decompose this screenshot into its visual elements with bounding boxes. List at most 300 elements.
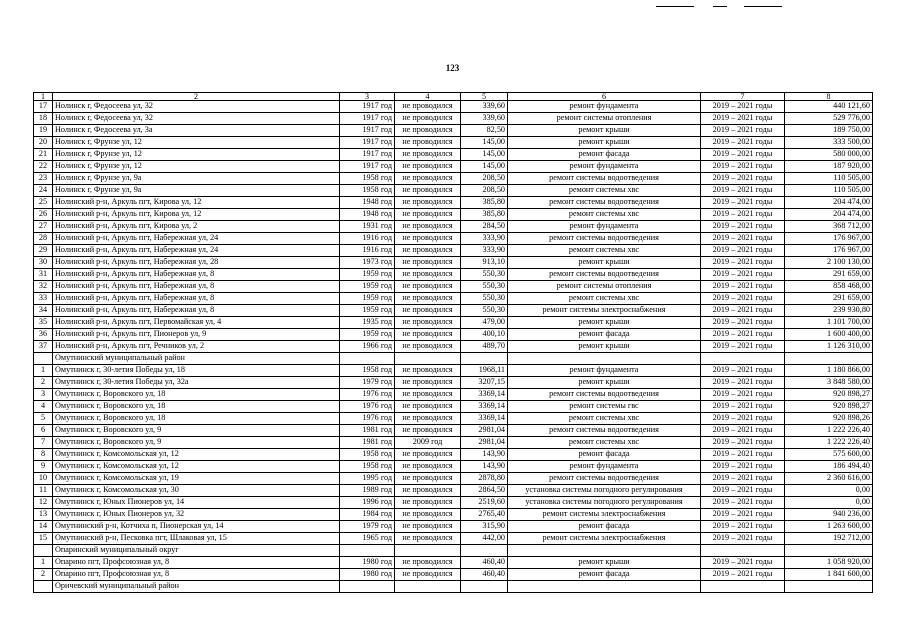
build-year-cell: 1958 год <box>340 173 395 185</box>
period-cell: 2019 – 2021 годы <box>701 317 785 329</box>
last-repair-year-cell: не проводился <box>395 197 461 209</box>
work-type-cell: ремонт системы водоотведения <box>508 425 701 437</box>
cost-cell: 1 126 310,00 <box>785 341 873 353</box>
build-year-cell: 1959 год <box>340 281 395 293</box>
area-cell: 460,40 <box>461 557 508 569</box>
last-repair-year-cell: не проводился <box>395 317 461 329</box>
build-year-cell: 1979 год <box>340 377 395 389</box>
table-row <box>34 209 873 221</box>
work-type-cell: ремонт системы гвс <box>508 401 701 413</box>
row-number-cell: 9 <box>34 461 53 473</box>
area-cell: 550,30 <box>461 281 508 293</box>
cost-cell: 920 898,27 <box>785 389 873 401</box>
period-cell: 2019 – 2021 годы <box>701 485 785 497</box>
column-number: 3 <box>340 93 395 101</box>
area-cell: 208,50 <box>461 173 508 185</box>
work-type-cell: ремонт системы водоотведения <box>508 173 701 185</box>
area-cell: 339,60 <box>461 113 508 125</box>
row-number-cell: 12 <box>34 497 53 509</box>
cost-cell: 1 180 866,00 <box>785 365 873 377</box>
last-repair-year-cell: не проводился <box>395 173 461 185</box>
last-repair-year-cell: не проводился <box>395 425 461 437</box>
table-row <box>34 557 873 569</box>
area-cell: 400,10 <box>461 329 508 341</box>
top-rule-3 <box>744 6 782 7</box>
area-cell: 284,50 <box>461 221 508 233</box>
table-row <box>34 101 873 113</box>
period-cell: 2019 – 2021 годы <box>701 125 785 137</box>
cost-cell: 858 468,00 <box>785 281 873 293</box>
work-type-cell: ремонт фундамента <box>508 221 701 233</box>
address-cell: Нолинск г, Федосеева ул, 32 <box>53 101 340 113</box>
row-number-cell: 14 <box>34 521 53 533</box>
build-year-cell: 1917 год <box>340 149 395 161</box>
work-type-cell: ремонт фасада <box>508 329 701 341</box>
table-row <box>34 233 873 245</box>
row-number-cell: 18 <box>34 113 53 125</box>
table-row <box>34 341 873 353</box>
work-type-cell: ремонт системы хвс <box>508 437 701 449</box>
last-repair-year-cell: не проводился <box>395 461 461 473</box>
address-cell: Омутнинский р-н, Песковка пгт, Шлаковая ул, 15 <box>53 533 340 545</box>
area-cell: 479,00 <box>461 317 508 329</box>
area-cell: 315,90 <box>461 521 508 533</box>
area-cell: 82,50 <box>461 125 508 137</box>
cost-cell: 110 505,00 <box>785 173 873 185</box>
last-repair-year-cell: не проводился <box>395 161 461 173</box>
area-cell: 1968,11 <box>461 365 508 377</box>
build-year-cell: 1958 год <box>340 185 395 197</box>
section-row <box>34 353 873 365</box>
row-number-cell: 2 <box>34 377 53 389</box>
build-year-cell: 1980 год <box>340 569 395 581</box>
build-year-cell: 1931 год <box>340 221 395 233</box>
work-type-cell: ремонт системы водоотведения <box>508 389 701 401</box>
build-year-cell: 1958 год <box>340 461 395 473</box>
area-cell: 2981,04 <box>461 437 508 449</box>
period-cell: 2019 – 2021 годы <box>701 185 785 197</box>
row-number-cell: 6 <box>34 425 53 437</box>
column-number: 7 <box>701 93 785 101</box>
row-number-cell: 1 <box>34 557 53 569</box>
period-cell: 2019 – 2021 годы <box>701 533 785 545</box>
row-number-cell: 29 <box>34 245 53 257</box>
address-cell: Нолинск г, Фрунзе ул, 12 <box>53 149 340 161</box>
build-year-cell: 1989 год <box>340 485 395 497</box>
cost-cell: 580 000,00 <box>785 149 873 161</box>
row-number-cell: 36 <box>34 329 53 341</box>
period-cell: 2019 – 2021 годы <box>701 233 785 245</box>
row-number-cell: 8 <box>34 449 53 461</box>
cost-cell: 187 920,00 <box>785 161 873 173</box>
last-repair-year-cell: не проводился <box>395 377 461 389</box>
column-number: 6 <box>508 93 701 101</box>
cost-cell: 239 930,80 <box>785 305 873 317</box>
period-cell: 2019 – 2021 годы <box>701 173 785 185</box>
period-cell: 2019 – 2021 годы <box>701 305 785 317</box>
address-cell: Омутнинск г, Воровского ул, 18 <box>53 413 340 425</box>
work-type-cell: ремонт системы водоотведения <box>508 233 701 245</box>
row-number-cell: 26 <box>34 209 53 221</box>
row-number-cell: 3 <box>34 389 53 401</box>
table-row <box>34 125 873 137</box>
table-row <box>34 197 873 209</box>
last-repair-year-cell: не проводился <box>395 449 461 461</box>
last-repair-year-cell: не проводился <box>395 521 461 533</box>
area-cell: 385,80 <box>461 209 508 221</box>
work-type-cell: ремонт системы электроснабжения <box>508 533 701 545</box>
work-type-cell: ремонт системы хвс <box>508 185 701 197</box>
area-cell: 145,00 <box>461 137 508 149</box>
period-cell: 2019 – 2021 годы <box>701 413 785 425</box>
area-cell: 2981,04 <box>461 425 508 437</box>
last-repair-year-cell: не проводился <box>395 497 461 509</box>
work-type-cell: ремонт фасада <box>508 569 701 581</box>
table-row <box>34 185 873 197</box>
row-number-cell: 20 <box>34 137 53 149</box>
section-blank <box>785 353 873 365</box>
table-row <box>34 401 873 413</box>
build-year-cell: 1980 год <box>340 557 395 569</box>
work-type-cell: ремонт системы электроснабжения <box>508 509 701 521</box>
build-year-cell: 1948 год <box>340 209 395 221</box>
period-cell: 2019 – 2021 годы <box>701 497 785 509</box>
work-type-cell: установка системы погодного регулирования <box>508 485 701 497</box>
row-number-cell: 25 <box>34 197 53 209</box>
row-number-cell: 23 <box>34 173 53 185</box>
work-type-cell: ремонт системы хвс <box>508 293 701 305</box>
area-cell: 143,90 <box>461 449 508 461</box>
table-row <box>34 569 873 581</box>
address-cell: Нолинский р-н, Аркуль пгт, Пионеров ул, 9 <box>53 329 340 341</box>
last-repair-year-cell: не проводился <box>395 365 461 377</box>
row-number-cell: 32 <box>34 281 53 293</box>
build-year-cell: 1916 год <box>340 245 395 257</box>
row-number-cell: 31 <box>34 269 53 281</box>
cost-cell: 1 222 226,40 <box>785 425 873 437</box>
table-row <box>34 257 873 269</box>
table-row <box>34 533 873 545</box>
address-cell: Нолинский р-н, Аркуль пгт, Кирова ул, 2 <box>53 221 340 233</box>
row-number-cell: 30 <box>34 257 53 269</box>
table-row <box>34 473 873 485</box>
section-row <box>34 545 873 557</box>
address-cell: Нолинский р-н, Аркуль пгт, Набережная ул, 24 <box>53 245 340 257</box>
last-repair-year-cell: не проводился <box>395 413 461 425</box>
cost-cell: 333 500,00 <box>785 137 873 149</box>
address-cell: Опарино пгт, Профсоюзная ул, 8 <box>53 569 340 581</box>
build-year-cell: 1935 год <box>340 317 395 329</box>
period-cell: 2019 – 2021 годы <box>701 425 785 437</box>
address-cell: Омутнинский р-н, Котчиха п, Пионерская ул, 14 <box>53 521 340 533</box>
repair-register-table <box>33 92 873 593</box>
table-row <box>34 365 873 377</box>
work-type-cell: ремонт крыши <box>508 341 701 353</box>
period-cell: 2019 – 2021 годы <box>701 461 785 473</box>
work-type-cell: ремонт системы отопления <box>508 113 701 125</box>
table-row <box>34 389 873 401</box>
area-cell: 550,30 <box>461 293 508 305</box>
top-rule-1 <box>656 6 694 7</box>
address-cell: Омутнинск г, Воровского ул, 9 <box>53 437 340 449</box>
work-type-cell: ремонт фасада <box>508 521 701 533</box>
last-repair-year-cell: не проводился <box>395 329 461 341</box>
cost-cell: 192 712,00 <box>785 533 873 545</box>
last-repair-year-cell: не проводился <box>395 305 461 317</box>
period-cell: 2019 – 2021 годы <box>701 113 785 125</box>
cost-cell: 204 474,00 <box>785 197 873 209</box>
period-cell: 2019 – 2021 годы <box>701 377 785 389</box>
last-repair-year-cell: не проводился <box>395 401 461 413</box>
build-year-cell: 1958 год <box>340 449 395 461</box>
address-cell: Нолинск г, Фрунзе ул, 12 <box>53 137 340 149</box>
section-blank <box>34 581 53 593</box>
period-cell: 2019 – 2021 годы <box>701 281 785 293</box>
period-cell: 2019 – 2021 годы <box>701 149 785 161</box>
work-type-cell: ремонт фундамента <box>508 101 701 113</box>
last-repair-year-cell: не проводился <box>395 281 461 293</box>
section-row <box>34 581 873 593</box>
build-year-cell: 1959 год <box>340 329 395 341</box>
area-cell: 2864,50 <box>461 485 508 497</box>
work-type-cell: ремонт системы водоотведения <box>508 473 701 485</box>
table-row <box>34 113 873 125</box>
address-cell: Нолинский р-н, Аркуль пгт, Кирова ул, 12 <box>53 209 340 221</box>
cost-cell: 0,00 <box>785 497 873 509</box>
area-cell: 442,00 <box>461 533 508 545</box>
section-blank <box>785 545 873 557</box>
area-cell: 3369,14 <box>461 389 508 401</box>
section-title: Опаринский муниципальный округ <box>53 545 340 557</box>
cost-cell: 176 967,00 <box>785 245 873 257</box>
build-year-cell: 1976 год <box>340 413 395 425</box>
period-cell: 2019 – 2021 годы <box>701 365 785 377</box>
work-type-cell: ремонт фасада <box>508 149 701 161</box>
last-repair-year-cell: не проводился <box>395 293 461 305</box>
build-year-cell: 1958 год <box>340 365 395 377</box>
table-row <box>34 221 873 233</box>
build-year-cell: 1976 год <box>340 389 395 401</box>
last-repair-year-cell: не проводился <box>395 473 461 485</box>
last-repair-year-cell: не проводился <box>395 245 461 257</box>
last-repair-year-cell: не проводился <box>395 185 461 197</box>
section-blank <box>508 545 701 557</box>
row-number-cell: 1 <box>34 365 53 377</box>
cost-cell: 575 600,00 <box>785 449 873 461</box>
work-type-cell: ремонт крыши <box>508 125 701 137</box>
address-cell: Нолинский р-н, Аркуль пгт, Набережная ул, 8 <box>53 305 340 317</box>
period-cell: 2019 – 2021 годы <box>701 137 785 149</box>
row-number-cell: 34 <box>34 305 53 317</box>
row-number-cell: 7 <box>34 437 53 449</box>
table-row <box>34 329 873 341</box>
cost-cell: 3 848 580,00 <box>785 377 873 389</box>
cost-cell: 1 101 700,00 <box>785 317 873 329</box>
table-row <box>34 509 873 521</box>
address-cell: Омутнинск г, Воровского ул, 9 <box>53 425 340 437</box>
build-year-cell: 1959 год <box>340 269 395 281</box>
period-cell: 2019 – 2021 годы <box>701 449 785 461</box>
table-row <box>34 425 873 437</box>
row-number-cell: 27 <box>34 221 53 233</box>
area-cell: 2878,80 <box>461 473 508 485</box>
last-repair-year-cell: не проводился <box>395 125 461 137</box>
last-repair-year-cell: не проводился <box>395 557 461 569</box>
address-cell: Нолинский р-н, Аркуль пгт, Кирова ул, 12 <box>53 197 340 209</box>
area-cell: 145,00 <box>461 149 508 161</box>
last-repair-year-cell: не проводился <box>395 137 461 149</box>
period-cell: 2019 – 2021 годы <box>701 401 785 413</box>
cost-cell: 368 712,00 <box>785 221 873 233</box>
build-year-cell: 1917 год <box>340 125 395 137</box>
work-type-cell: ремонт крыши <box>508 377 701 389</box>
period-cell: 2019 – 2021 годы <box>701 269 785 281</box>
build-year-cell: 1966 год <box>340 341 395 353</box>
work-type-cell: ремонт системы отопления <box>508 281 701 293</box>
cost-cell: 1 222 226,40 <box>785 437 873 449</box>
section-blank <box>340 353 395 365</box>
last-repair-year-cell: не проводился <box>395 569 461 581</box>
row-number-cell: 15 <box>34 533 53 545</box>
address-cell: Омутнинск г, Комсомольская ул, 12 <box>53 461 340 473</box>
column-number: 1 <box>34 93 53 101</box>
area-cell: 333,90 <box>461 245 508 257</box>
section-blank <box>340 581 395 593</box>
page-number: 123 <box>445 63 460 73</box>
cost-cell: 110 505,00 <box>785 185 873 197</box>
section-blank <box>701 353 785 365</box>
last-repair-year-cell: не проводился <box>395 113 461 125</box>
table-row <box>34 485 873 497</box>
build-year-cell: 1948 год <box>340 197 395 209</box>
section-blank <box>461 353 508 365</box>
build-year-cell: 1973 год <box>340 257 395 269</box>
last-repair-year-cell: не проводился <box>395 233 461 245</box>
row-number-cell: 4 <box>34 401 53 413</box>
row-number-cell: 24 <box>34 185 53 197</box>
section-blank <box>701 545 785 557</box>
work-type-cell: ремонт фасада <box>508 449 701 461</box>
column-number-row <box>34 93 873 101</box>
period-cell: 2019 – 2021 годы <box>701 521 785 533</box>
row-number-cell: 19 <box>34 125 53 137</box>
address-cell: Омутнинск г, Комсомольская ул, 12 <box>53 449 340 461</box>
area-cell: 339,60 <box>461 101 508 113</box>
build-year-cell: 1959 год <box>340 293 395 305</box>
last-repair-year-cell: не проводился <box>395 257 461 269</box>
address-cell: Нолинский р-н, Аркуль пгт, Набережная ул, 28 <box>53 257 340 269</box>
build-year-cell: 1917 год <box>340 113 395 125</box>
row-number-cell: 17 <box>34 101 53 113</box>
cost-cell: 1 600 400,00 <box>785 329 873 341</box>
cost-cell: 189 750,00 <box>785 125 873 137</box>
last-repair-year-cell: не проводился <box>395 533 461 545</box>
cost-cell: 291 659,00 <box>785 269 873 281</box>
section-blank <box>34 353 53 365</box>
table-row <box>34 521 873 533</box>
last-repair-year-cell: не проводился <box>395 509 461 521</box>
build-year-cell: 1917 год <box>340 161 395 173</box>
section-blank <box>395 353 461 365</box>
address-cell: Нолинск г, Фрунзе ул, 12 <box>53 161 340 173</box>
row-number-cell: 2 <box>34 569 53 581</box>
work-type-cell: ремонт системы хвс <box>508 245 701 257</box>
period-cell: 2019 – 2021 годы <box>701 557 785 569</box>
section-title: Омутнинский муниципальный район <box>53 353 340 365</box>
build-year-cell: 1995 год <box>340 473 395 485</box>
area-cell: 3207,15 <box>461 377 508 389</box>
section-blank <box>340 545 395 557</box>
table-row <box>34 281 873 293</box>
work-type-cell: ремонт системы водоотведения <box>508 197 701 209</box>
table-row <box>34 149 873 161</box>
cost-cell: 440 121,60 <box>785 101 873 113</box>
build-year-cell: 1976 год <box>340 401 395 413</box>
table-row <box>34 137 873 149</box>
table-row <box>34 269 873 281</box>
address-cell: Нолинск г, Федосеева ул, 32 <box>53 113 340 125</box>
table-row <box>34 497 873 509</box>
row-number-cell: 33 <box>34 293 53 305</box>
period-cell: 2019 – 2021 годы <box>701 329 785 341</box>
area-cell: 460,40 <box>461 569 508 581</box>
table-row <box>34 161 873 173</box>
address-cell: Омутнинск г, Воровского ул, 18 <box>53 401 340 413</box>
address-cell: Омутнинск г, Комсомольская ул, 19 <box>53 473 340 485</box>
section-blank <box>785 581 873 593</box>
build-year-cell: 1996 год <box>340 497 395 509</box>
area-cell: 208,50 <box>461 185 508 197</box>
build-year-cell: 1917 год <box>340 101 395 113</box>
row-number-cell: 37 <box>34 341 53 353</box>
period-cell: 2019 – 2021 годы <box>701 161 785 173</box>
column-number: 5 <box>461 93 508 101</box>
section-blank <box>701 581 785 593</box>
build-year-cell: 1917 год <box>340 137 395 149</box>
area-cell: 489,70 <box>461 341 508 353</box>
cost-cell: 1 058 920,00 <box>785 557 873 569</box>
area-cell: 2765,40 <box>461 509 508 521</box>
period-cell: 2019 – 2021 годы <box>701 473 785 485</box>
area-cell: 550,30 <box>461 269 508 281</box>
row-number-cell: 13 <box>34 509 53 521</box>
row-number-cell: 21 <box>34 149 53 161</box>
build-year-cell: 1916 год <box>340 233 395 245</box>
table-row <box>34 317 873 329</box>
section-blank <box>395 581 461 593</box>
table-row <box>34 293 873 305</box>
period-cell: 2019 – 2021 годы <box>701 245 785 257</box>
cost-cell: 2 360 616,00 <box>785 473 873 485</box>
area-cell: 143,90 <box>461 461 508 473</box>
last-repair-year-cell: не проводился <box>395 101 461 113</box>
address-cell: Нолинский р-н, Аркуль пгт, Набережная ул, 8 <box>53 269 340 281</box>
row-number-cell: 5 <box>34 413 53 425</box>
address-cell: Омутнинск г, Юных Пионеров ул, 14 <box>53 497 340 509</box>
address-cell: Нолинский р-н, Аркуль пгт, Первомайская ул, 4 <box>53 317 340 329</box>
cost-cell: 0,00 <box>785 485 873 497</box>
table-row <box>34 305 873 317</box>
section-blank <box>508 581 701 593</box>
work-type-cell: установка системы погодного регулирования <box>508 497 701 509</box>
work-type-cell: ремонт системы хвс <box>508 413 701 425</box>
build-year-cell: 1965 год <box>340 533 395 545</box>
last-repair-year-cell: не проводился <box>395 389 461 401</box>
period-cell: 2019 – 2021 годы <box>701 293 785 305</box>
cost-cell: 920 898,27 <box>785 401 873 413</box>
work-type-cell: ремонт крыши <box>508 137 701 149</box>
period-cell: 2019 – 2021 годы <box>701 389 785 401</box>
